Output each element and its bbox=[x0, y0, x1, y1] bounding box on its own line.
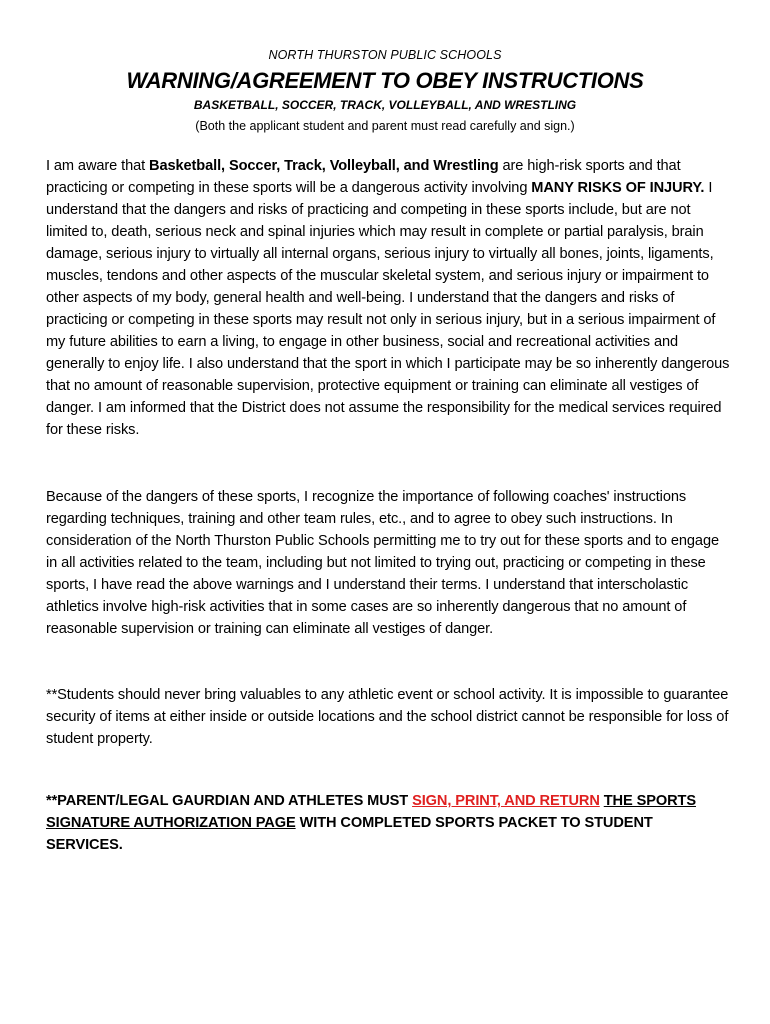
organization-name: NORTH THURSTON PUBLIC SCHOOLS bbox=[268, 48, 502, 62]
notice-red-underlined: SIGN, PRINT, AND RETURN bbox=[412, 793, 600, 809]
para1-sports-bold: Basketball, Soccer, Track, Volleyball, and Wrestling bbox=[149, 158, 499, 174]
para1-middle: are high-risk sports and that practicing or competing in these sports will be a dangerous activity involving bbox=[46, 158, 681, 196]
document-title: WARNING/AGREEMENT TO OBEY INSTRUCTIONS bbox=[126, 68, 644, 93]
notice-underlined: THE SPORTS SIGNATURE AUTHORIZATION PAGE bbox=[46, 793, 696, 831]
obey-instructions-paragraph: Because of the dangers of these sports, I recognize the importance of following coaches' instructions regarding techniques, training and other team rules, etc., and to agree to obey such instructions. In consideration of the North Thurston Public Schools permitting me to try out for these sports and to engage in all activities related to the team, including but not limited to trying out, practicing or competing in these sports, I have read the above warnings and I understand their terms. I understand that interscholastic athletics involve high-risk activities that in some cases are so inherently dangerous that no amount of reasonable supervision or training can eliminate all vestiges of danger. bbox=[46, 489, 719, 637]
para1-risk-bold: MANY RISKS OF INJURY. bbox=[531, 180, 705, 196]
valuables-notice-paragraph: **Students should never bring valuables to any athletic event or school activity. It is impossible to guarantee security of items at either inside or outside locations and the school district cannot be responsible for loss of student property. bbox=[46, 687, 729, 747]
para1-intro: I am aware that bbox=[46, 158, 150, 174]
risk-acknowledgement-paragraph bbox=[46, 155, 730, 441]
notice-tail: WITH COMPLETED SPORTS PACKET TO STUDENT SERVICES. bbox=[46, 815, 653, 853]
signing-instruction: (Both the applicant student and parent must read carefully and sign.) bbox=[195, 119, 575, 133]
sports-list-subtitle: BASKETBALL, SOCCER, TRACK, VOLLEYBALL, AND WRESTLING bbox=[193, 98, 577, 112]
notice-lead: **PARENT/LEGAL GAURDIAN AND ATHLETES MUST bbox=[46, 793, 413, 809]
para1-rest: I understand that the dangers and risks of practicing and competing in these sports include, but are not limited to, death, serious neck and spinal injuries which may result in complete or partial paralysis, brain damage, serious injury to virtually all internal organs, serious injury to virtually all bones, joints, ligaments, muscles, tendons and other aspects of the muscular skeletal system, and serious injury or impairment to other aspects of my body, general health and well-being. I understand that the dangers and risks of practicing or competing in these sports may result not only in serious injury, but in a serious impairment of my future abilities to earn a living, to engage in other business, social and recreational activities and generally to enjoy life. I also understand that the sport in which I participate may be so inherently dangerous that no amount of reasonable supervision, protective equipment or training can eliminate all vestiges of danger. I am informed that the District does not assume the responsibility for the medical services required for these risks. bbox=[46, 180, 730, 438]
return-signature-notice bbox=[46, 790, 730, 856]
